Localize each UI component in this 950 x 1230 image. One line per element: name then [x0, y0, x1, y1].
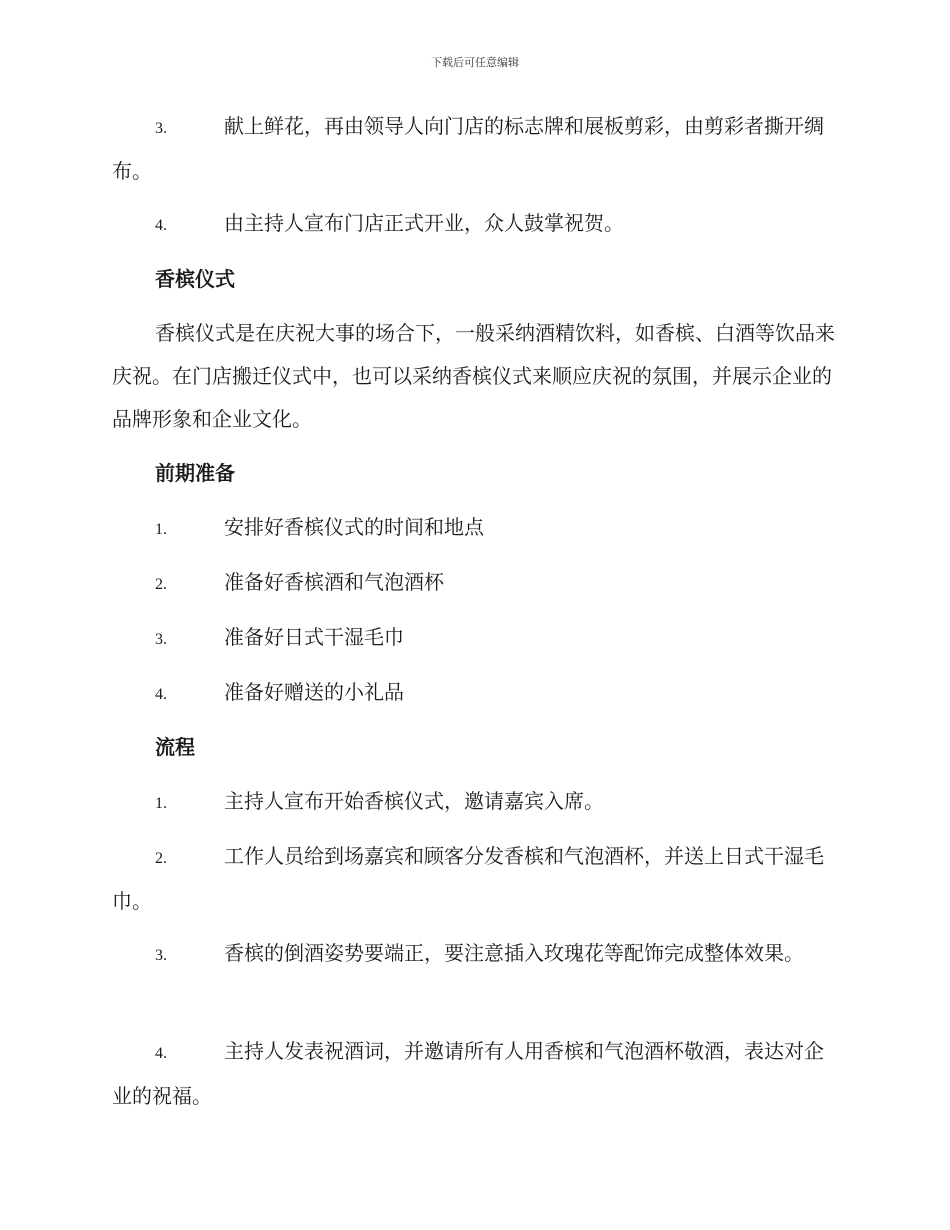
list-item: [112, 616, 837, 661]
list-text: 由主持人宣布门店正式开业，众人鼓掌祝贺。: [224, 211, 624, 235]
list-text: 献上鲜花，再由领导人向门店的标志牌和展板剪彩，由剪彩者撕开绸布。: [112, 114, 824, 183]
list-item: [112, 1030, 837, 1118]
list-item: [112, 932, 837, 977]
list-text: 香槟的倒酒姿势要端正，要注意插入玫瑰花等配饰完成整体效果。: [224, 941, 804, 965]
list-number: 4.: [155, 217, 167, 234]
section-heading-champagne: 香槟仪式: [155, 267, 235, 291]
list-text: 安排好香槟仪式的时间和地点: [224, 515, 484, 539]
paragraph-champagne: 香槟仪式是在庆祝大事的场合下，一般采纳酒精饮料，如香槟、白酒等饮品来庆祝。在门店搬迁仪式中，也可以采纳香槟仪式来顺应庆祝的氛围，并展示企业的品牌形象和企业文化。: [112, 321, 835, 431]
list-number: 2.: [155, 850, 167, 867]
list-text: 主持人宣布开始香槟仪式，邀请嘉宾入席。: [224, 789, 604, 813]
page-header: 下载后可任意编辑: [431, 56, 519, 69]
list-item: [112, 506, 837, 551]
list-item: [112, 561, 837, 606]
section-heading-flow: 流程: [155, 735, 195, 759]
list-number: 3.: [155, 947, 167, 964]
list-text: 工作人员给到场嘉宾和顾客分发香槟和气泡酒杯，并送上日式干湿毛巾。: [112, 844, 824, 913]
list-text: 准备好日式干湿毛巾: [224, 625, 404, 649]
list-text: 准备好香槟酒和气泡酒杯: [224, 570, 444, 594]
list-text: 主持人发表祝酒词，并邀请所有人用香槟和气泡酒杯敬酒，表达对企业的祝福。: [112, 1039, 824, 1108]
list-number: 1.: [155, 521, 167, 538]
section-heading-prep: 前期准备: [155, 461, 235, 485]
list-number: 2.: [155, 576, 167, 593]
list-item: [112, 105, 837, 193]
list-item: [112, 835, 837, 923]
list-number: 3.: [155, 631, 167, 648]
list-number: 4.: [155, 686, 167, 703]
list-item: [112, 671, 837, 716]
list-number: 3.: [155, 120, 167, 137]
list-item: [112, 780, 837, 825]
list-item: [112, 202, 837, 247]
list-number: 1.: [155, 795, 167, 812]
list-number: 4.: [155, 1045, 167, 1062]
list-text: 准备好赠送的小礼品: [224, 680, 404, 704]
